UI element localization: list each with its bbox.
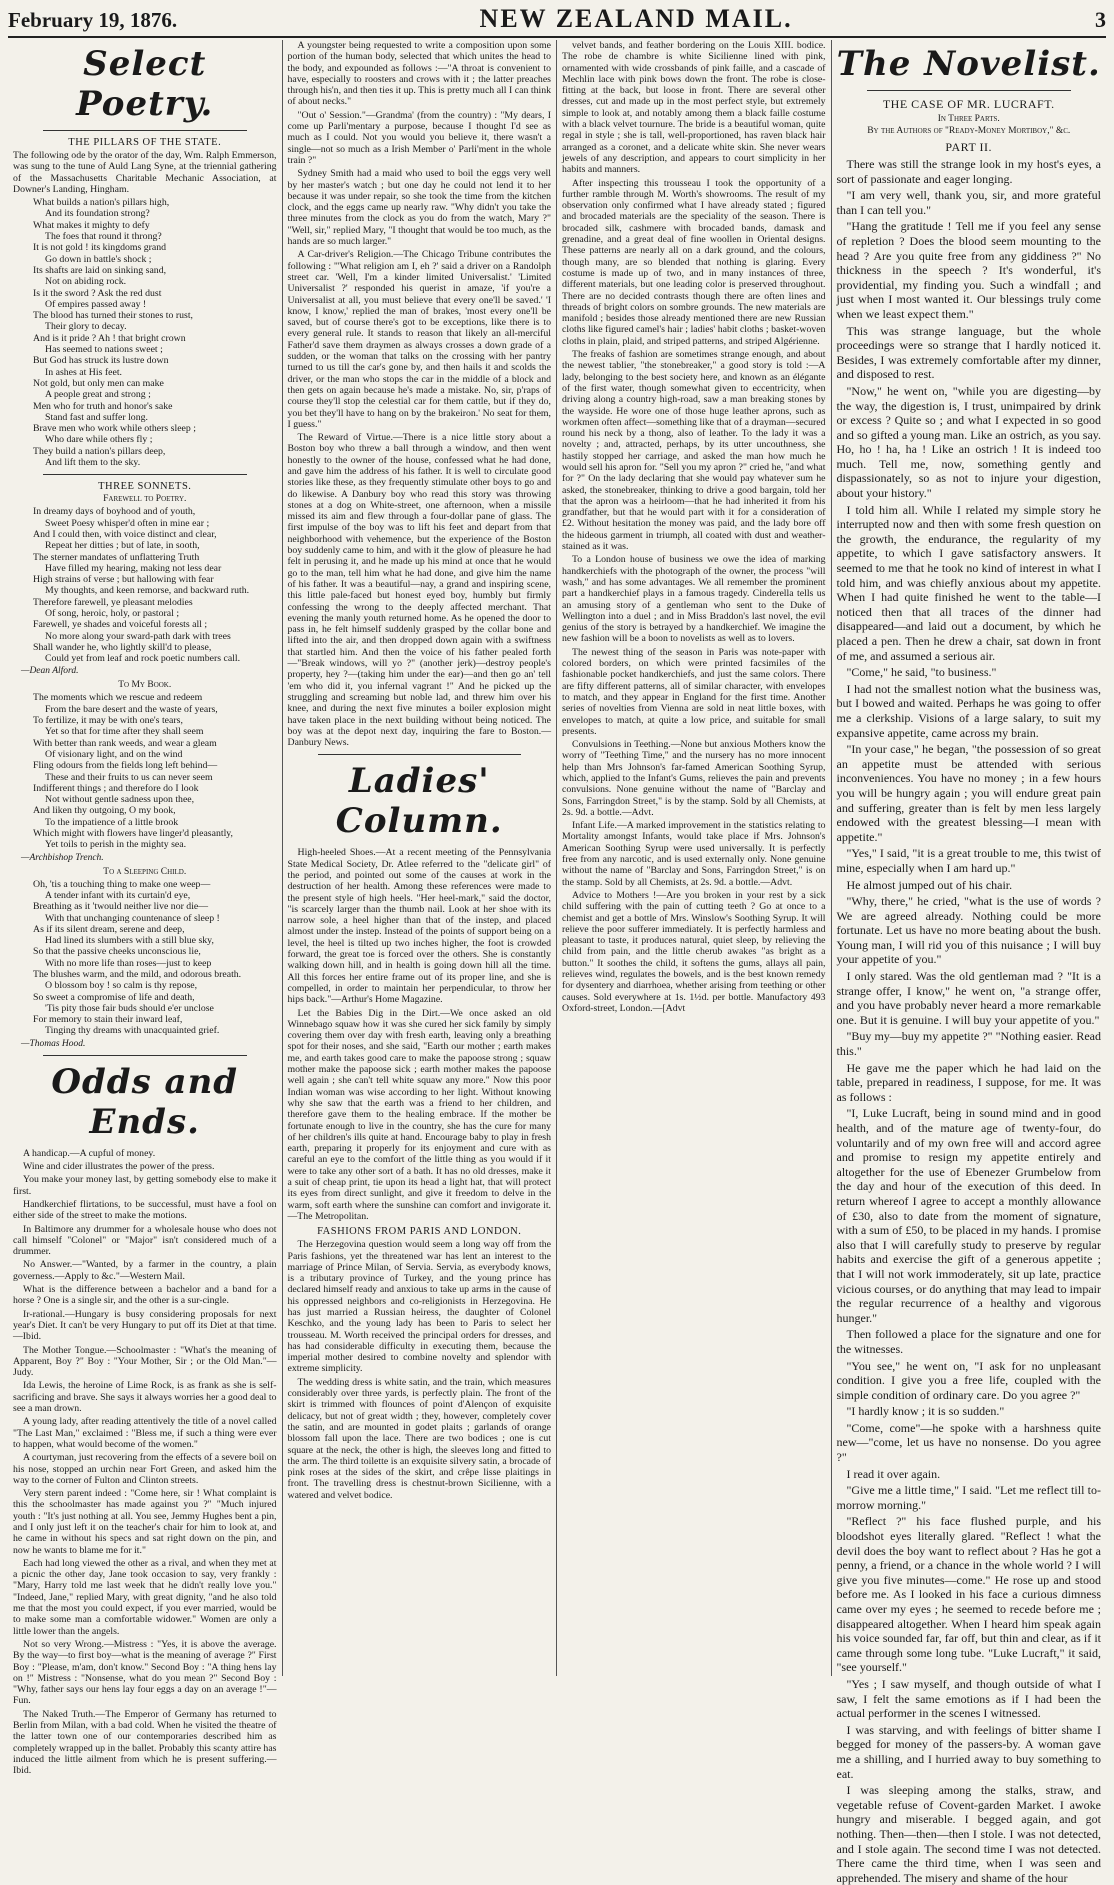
poem-line: Tinging thy dreams with unacquainted grief. [45,1025,220,1037]
poem-line: Stand fast and suffer long. [45,411,148,423]
poem-line: My thoughts, and keen remorse, and backward ruth. [45,585,250,597]
poem-line: Which might with flowers have linger'd pleasantly, [33,828,234,840]
paragraph: The Herzegovina question would seem a long way off from the Paris fashions, yet the threatened war has lent an interest to the marriage of Prince Milan, of Servia. Servia, as everybody knows, is a tributary province of Turkey, and the young prince has declared himself ready and anxious to take up arms in the cause of his oppressed neighbors and co-religionists in Herzegovina. He has just married a Russian heiress, the daughter of Colonel Keschko, and the young lady has been to Paris to select her trousseau. M. Worth received the principal orders for dresses, and has had considerable difficulty in executing them, because the imperial mother desired to combine novelty and splendor with extreme simplicity. [287,1239,551,1375]
poem-line: What makes it mighty to defy [33,219,150,231]
poem-line: And liken thy outgoing, O my book, [33,805,176,817]
poem-line: In ashes at His feet. [45,366,122,378]
poem-line: Go down in battle's shock ; [45,253,152,265]
paragraph: "Out o' Session."—Grandma' (from the country) : "My dears, I come up Parli'mentary a purpose, because I thought I'd see as much as I could. Not you would you believe it, there wasn't a single—not so much as a Irish Member o' Parli'ment in the whole train ?" [287,109,551,166]
poem-line: O blossom boy ! so calm is thy repose, [45,980,198,992]
story-parts: In Three Parts. [937,114,1000,124]
poem-line: Brave men who work while others sleep ; [33,423,196,435]
poem-line: Breathing as it 'twould neither live nor die— [33,901,209,913]
paragraph: "Come, come"—he spoke with a harshness quite new—"come, let us have no nonsense. Do you agree ?" [836,1420,1101,1465]
paragraph: The newest thing of the season in Paris was note-paper with colored borders, on which were printed facsimiles of the fashionable pocket handkerchiefs, and just the same colors. There are fifty different patterns, all of similar character, with envelopes to match, and they appear in England for the first time. Another series of novelties from Vienna are sold in neat little boxes, with envelopes to match, at quite a low price, and suitable for small presents. [562,646,826,737]
paragraph: "In your case," he began, "the possession of so great an appetite must be attended with serious inconveniences. You have no money ; in a few hours you will be hungry again ; you will endure great pain and suffering, greater than is felt by men less largely endowed with the greatest blessing—I mean with appetite." [836,742,1101,844]
poem-line: For memory to stain their inward leaf, [33,1014,183,1026]
section-title-odds-and-ends: Odds and Ends. [51,1061,239,1142]
paragraph: To a London house of business we owe the idea of marking handkerchiefs with the photograph of the owner, the process "will wash," and has some advantages. We all remember the prominent part a handkerchief plays in a famous tragedy. Cinderella tells us an amusing story of a gentleman who sent to the Duke of Wellington into a duel ; and in Miss Braddon's last novel, the evil genius of the story is betrayed by a handkerchief. We imagine the new fashion will be a boon to novelists as well as to lovers. [562,554,826,645]
paragraph: The freaks of fashion are sometimes strange enough, and about the newest tablier, "the stonebreaker," a good story is told :—A lady, belonging to the best society here, and known as an élégante of the first water, though somewhat given to eccentricity, when driving along a country high-road, saw a man breaking stones by the wayside. He wore one of those huge leather aprons, such as workmen often affect—something like that of a drayman—secured round his neck by a thong, also of leather. To the lady it was a novelty ; and, attracted, perhaps, by its utter uncouthness, she hastily stopped her carriage, and asked the man how much he would sell his apron for. "Sell you my apron ?" cried he, "and what for ?" On the lady declaring that she would pay whatever sum he asked, the stonebreaker, thinking to drive a good bargain, told her that the apron was a heirloom—that he had inherited it from his grandfather, but that he would part with it for a consideration of £2. Without hesitation the money was paid, and the lady bore off the hideous garment in triumph, all coated with dust and weather-stained as it was. [562,349,826,553]
paper-title: NEW ZEALAND MAIL. [479,4,793,33]
paragraph: "Now," he went on, "while you are digesting—by the way, the digestion is, I trust, unimpaired by drink or excess ? Quite so ; and what I expected in so good and so gifted a young man. Like an ostrich, as you say. Ho, ho ! ha, ha ! Like an ostrich ! It is indeed too much. Tell me, now, something gently and dispassionately, so as not to injure your digestion, about your history." [836,383,1101,501]
paragraph: A young lady, after reading attentively the title of a novel called "The Last Man," exclaimed : "Bless me, if such a thing were ever to happen, what would become of the women." [13,1416,277,1450]
paragraph: "Buy my—buy my appetite ?" "Nothing easier. Read this." [836,1029,1101,1059]
poem-line: So sweet a compromise of life and death, [33,991,195,1003]
poem-line: Had lined its slumbers with a still blue sky, [45,935,214,947]
section-title-ladies-column: Ladies' Column. [335,761,503,842]
paragraph: "Come," he said, "to business." [846,665,997,680]
story-part: PART II. [945,140,993,154]
poem-line: Shall wander he, who lightly skill'd to please, [33,641,212,653]
poem-intro: The following ode by the orator of the day, Wm. Ralph Emmerson, was sung to the tune of Auld Lang Syne, at the triennial gathering of the Massachusetts Charitable Mechanic Association, at Downer's Landing, Hingham. [13,150,277,195]
paragraph: "Reflect ?" his face flushed purple, and his bloodshot eyes literally glared. "Reflect ! what the devil does the boy want to reflect about ? Has he got a penny, a friend, or a chance in the whole world ? I will give you five minutes—come." He rose up and stood before me. As I looked in his face a curious dimness came over my eyes ; he seemed to recede before me ; disappeared altogether. When I heard him speak again his voice sounded far, far off, but thin and clear, as if it came through some long tube. "Luke Lucraft," it said, "see yourself." [836,1514,1101,1675]
sonnet-title: Farewell to Poetry. [103,494,187,505]
paragraph: "You see," he went on, "I ask for no unpleasant condition. I give you a free life, coupled with the simple condition of ordinary care. Do you agree ?" [836,1358,1101,1402]
paragraph: High-heeled Shoes.—At a recent meeting of the Pennsylvania State Medical Society, Dr. Atlee referred to the "delicate girl" of the period, and pointed out some of the causes at work in the destruction of her health. Among these references were made to the present style of high heels. "Her heel-mark," said the doctor, "is scarcely larger than the thumb nail. Look at her shoe with its narrow sole, a heel higher than that of the instep, and placed almost under the instep. Instead of the points of support being on a level, the heel is tilted up two inches higher, the foot is crowded forward, the great toe is forced over the others. She is constantly walking down hill, and in health is going down hill all the time. All this forces her entire frame out of its proper line, and she is compelled, in order to maintain her perpendicular, to throw her hips back."—Arthur's Home Magazine. [287,847,551,1006]
poem-line: Yet so that for time after they shall seem [45,726,204,738]
poem-line: The blushes warm, and the mild, and odorous breath. [33,969,242,980]
paragraph: I was starving, and with feelings of bitter shame I begged for money of the passers-by. A woman gave me a shilling, and I hurried away to buy something to eat. [836,1722,1101,1781]
paragraph: velvet bands, and feather bordering on the Louis XIII. bodice. The robe de chambre is white Sicilienne lined with pink, ornamented with wide crossbands of pink faille, and a cascade of Mechlin lace with pink bows down the front. The robe is close-fitting at the back, but loose in front. There are several other dresses, cut and made up in the most perfect style, but extremely simple to look at, and notably among them a black faille costume with a black velvet tournure. The bride is a beautiful woman, quite regal in style ; she is tall, well-proportioned, has raven black hair arranged as a coronet, and a delicate white skin. She never wears jewels of any description, and appears to court simplicity in her habits and manners. [562,40,826,176]
sonnet-attribution: —Dean Alford. [21,666,79,677]
ladies-items [288,847,552,1222]
poem-line: As if its silent dream, serene and deep, [33,923,185,935]
paragraph: I was sleeping among the stalks, straw, and vegetable refuse of Covent-garden Market. I awoke hungry and miserable. I begged again, and got nothing. Then—then—then I stole. I was not detected, and I stole again. The second time I was not detected. There came the third time, when I was seen and apprehended. The misery and shame of the hour [836,1783,1101,1885]
paragraph: "Yes," I said, "it is a great trouble to me, this twist of mine, especially when I am hard up." [836,846,1101,875]
poem-line: Not without gentle sadness upon thee, [45,794,195,806]
poem-line: Yet toils to perish in the mighty sea. [45,839,187,851]
poem-line: It is not gold ! its kingdoms grand [33,242,167,254]
poem-line: Could yet from leaf and rock poetic numbers call. [45,653,241,665]
paragraph: "I am very well, thank you, sir, and more grateful than I can tell you." [836,188,1101,217]
paragraph: Handkerchief flirtations, to be successful, must have a fool on either side of the street to make the motions. [13,1198,277,1222]
sonnet-title: To a Sleeping Child. [103,866,187,877]
poem-line: And is it pride ? Ah ! that bright crown [33,332,186,344]
sonnets-title: THREE SONNETS. [98,481,192,493]
paragraph: A youngster being requested to write a composition upon some portion of the human body, selected that which unites the head to the body, and expounded as follows :—"A throat is convenient to have, especially to roosters and crows with it ; the latter preaches through his'n, and then ties it up. This is pretty much all I can think of about necks." [287,40,551,108]
divider [867,90,1072,91]
poem-line: Men who for truth and honor's sake [33,400,173,412]
paragraph: Not so very Wrong.—Mistress : "Yes, it is above the average. By the way—to first boy—what is the meaning of average ?" First Boy : "Please, m'am, don't know." Second Boy : "A thing hens lay on !" Mistress : "Nonsense, what do you mean ?" Second Boy : "Why, father says our hens lay four eggs a day on an average !"—Fun. [13,1638,277,1707]
poem-line: Who dare while others fly ; [45,434,153,446]
poem-line: The sterner mandates of unflattering Truth [33,551,200,563]
poem-body [33,197,277,468]
paragraph: You make your money last, by getting somebody else to make it first. [13,1174,277,1197]
poem-line: In dreamy days of boyhood and of youth, [33,506,196,518]
column-4 [832,40,1107,1885]
column-2-items [288,40,552,748]
poem-line: Has seemed to nations sweet ; [45,344,163,356]
paragraph: What is the difference between a bachelor and a band for a horse ? One is a single sir, and the other is a sur-cingle. [13,1284,277,1307]
poem-line: And its foundation strong? [45,208,150,220]
poem-line: To the impatience of a little brook [45,816,179,828]
masthead [8,6,1106,38]
paragraph: There was still the strange look in my host's eyes, a sort of passionate and eager longing. [836,157,1101,186]
paragraph: A handicap.—A cupful of money. [23,1147,156,1159]
poem-line: A people great and strong ; [45,389,151,401]
poem-line: The moments which we rescue and redeem [33,692,203,704]
poem-line: To fertilize, it may be with one's tears, [33,715,183,727]
story-body [837,157,1102,1885]
poem-line: Not gold, but only men can make [33,377,164,389]
paragraph: A Car-driver's Religion.—The Chicago Tribune contributes the following : "'What religion am I, eh ?' said a driver on a Randolph street car. 'Well, I'm a kinder limited Universalist.' 'Limited Universalist ?' responded his querist in amaze, 'if you're a Universalist at all, you must believe that every one'll be saved.' 'I know, I know,' replied the man of brakes, 'most every one'll be saved, but of course there's got to be exceptions, like there is to every general rule. It stands to reason that likely an all-merciful Father'd save them draymen as always crosses a down grade of a sudden, or the woman that talks on the crossing with her pantry turned to us till the car's gone by, and then hails it and scolds the driver, or the man who stops the car in the middle of a block and then gets on again because he's made a mistake. No, sir, p'raps of course they'll stop the celestial car for them cattle, but if they do, you bet they'll have to hang on by the brakeiron.' No seat for them, I guess." [287,249,551,430]
sonnet-body [33,692,277,850]
fashion-items [288,1239,552,1501]
poem-line: The blood has turned their stones to rust, [33,310,193,322]
paragraph: No Answer.—"Wanted, by a farmer in the country, a plain governess.—Apply to &c."—Western Mail. [13,1259,277,1282]
paragraph: Each had long viewed the other as a rival, and when they met at a picnic the other day, Jane took occasion to say, very frankly : "Mary, Harry told me last week that he didn't really love you." "Indeed, Jane," replied Mary, with great dignity, "and he also told me that the most you could expect, if you ever married, would be to make some man a comfortable widower." Women are only a little lower than the angels. [13,1557,277,1637]
poem-line: With no more life than roses—just to keep [45,957,212,969]
poem-line: They build a nation's pillars deep, [33,445,166,457]
paragraph: Convulsions in Teething.—None but anxious Mothers know the worry of "Teething Time," and the nursery has no more innocent help than Mrs Johnson's far-famed American Soothing Syrup, which, applied to the Infant's Gums, relieves the pain and prevents convulsions. None genuine without the name of "Barclay and Sons, Farringdon Street," is by the stamp. Sold by all Chemists, at 2s. 9d. a bottle.—Advt. [562,739,826,818]
poem-line: Of song, heroic, holy, or pastoral ; [45,607,180,619]
poem-line: 'Tis pity those fair buds should e'er unclose [45,1002,214,1014]
poem-line: No more along your sward-path dark with trees [45,630,231,642]
story-byline: By the Authors of "Ready-Money Mortiboy," &c. [867,126,1071,136]
poem-line: With better than rank weeds, and wear a gleam [33,737,217,749]
paragraph: This was strange language, but the whole proceedings were so strange that I hardly noticed it. Besides, I was extremely comfortable after my dinner, and disposed to rest. [836,323,1101,382]
paragraph: "I hardly know ; it is so sudden." [846,1404,1005,1419]
paragraph: Advice to Mothers !—Are you broken in your rest by a sick child suffering with the pain of cutting teeth ? Go at once to a chemist and get a bottle of Mrs. Winslow's Soothing Syrup. It will relieve the poor sufferer immediately. It is perfectly harmless and pleasant to taste, it produces natural, quiet sleep, by relieving the child from pain, and the little cherub awakes "as bright as a button." It soothes the child, it softens the gums, allays all pain, relieves wind, regulates the bowels, and is the best known remedy for dysentery and diarrhoea, whether arising from teething or other causes. Sold everywhere at 1s. 1½d. per bottle. Manufactory 493 Oxford-street, London.—[Advt [562,889,826,1014]
paragraph: Very stern parent indeed : "Come here, sir ! What complaint is this the schoolmaster has made against you ?" "Much injured youth : "It's just nothing at all. You see, Jemmy Hughes bent a pin, and I only just left it on the teacher's chair for him to look at, and he came in without his specs and sat right down on the pin, and now he wants to blame me for it." [13,1488,277,1556]
page-number: 3 [1095,7,1106,32]
section-title-the-novelist: The Novelist. [836,44,1101,84]
paragraph: Let the Babies Dig in the Dirt.—We once asked an old Winnebago squaw how it was she cured her sick family by simply covering them over day with fresh earth, leaving only a breathing spot for their noses, and she said, "Earth our mother ; earth makes me, and earth takes good care to make the papoose strong ; squaw mother make the papoose sick ; earth mother makes the papoose well again ; she can't tell white squaw any more." Now this poor Indian woman was wise according to her light. Without knowing why she saw that the earth was a friend to her children, and therefore gave them to the healing embrace. If the mother be fortunate enough to live in the country, she has the cure for many of her children's ills quite at hand. Encourage baby to play in fresh earth, preparing it properly for its enjoyment and cure with as careful an eye to the comfort of the little thing as you would if it were to take any other sort of a bath. It has no old dresses, make it a suit of cheap print, tie upon its head a light hat, that will protect its eyes from direct sunlight, and give it freedom to delve in the warm, soft earth where the sunshine can comfort and invigorate it.—The Metropolitan. [287,1007,551,1222]
issue-date: February 19, 1876. [8,8,178,32]
divider [318,754,522,755]
paragraph: "Hang the gratitude ! Tell me if you feel any sense of repletion ? Does the blood seem mounting to the head ? Are you quite free from any giddiness ?" No thickness in the speech ? It's wonderful, it's providential, my finding you. Such a windfall ; and just when I most wanted it. Our blessings truly come when we least expect them." [836,219,1101,321]
poem-line: Of visionary light, and on the wind [45,748,183,760]
poem-title: THE PILLARS OF THE STATE. [68,137,222,148]
poem-line: What builds a nation's pillars high, [33,197,170,209]
paragraph: Ida Lewis, the heroine of Lime Rock, is as frank as she is self-sacrificing and brave. She says it always worries her a good deal to see a man drown. [13,1380,277,1415]
section-title-select-poetry: Select Poetry. [76,44,214,124]
odds-list [13,1148,277,1777]
paragraph: "Why, there," he cried, "what is the use of words ? We are agreed already. Nothing could be more fortunate. Let us have no more beating about the bush. Young man, I will rid you of this nuisance ; I will buy your appetite of you." [836,894,1101,967]
paragraph: Sydney Smith had a maid who used to boil the eggs very well by her master's watch ; but one day he could not lend it to her because it was under repair, so she took the time from the kitchen clock, and the eggs came up nearly raw. "Why didn't you take the three minutes from the clock as you do from the watch, Mary ?" "Well, sir," replied Mary, "I thought that would be too much, as the hands are so much larger." [287,168,551,248]
poem-line: Repeat her ditties ; but of late, in sooth, [45,540,200,552]
poem-line: The foes that round it throng? [45,231,162,243]
poem-line: Farewell, ye shades and voiceful forests all ; [33,619,208,631]
paragraph: Wine and cider illustrates the power of the press. [23,1161,215,1173]
paragraph: Then followed a place for the signature and one for the witnesses. [836,1327,1101,1356]
poem-line: High strains of verse ; but hallowing with fear [33,574,214,586]
columns [8,40,1106,1885]
poem-line: Have filled my hearing, making not less dear [45,562,222,574]
column-3-items [562,40,826,1014]
poem-line: Fling odours from the fields long left behind— [33,760,218,772]
poem-line: From the bare desert and the waste of years, [45,703,218,715]
poem-line: Oh, 'tis a touching thing to make one weep— [33,878,211,890]
sonnet-attribution: —Thomas Hood. [21,1038,86,1049]
poem-line: Therefore farewell, ye pleasant melodies [33,596,193,608]
sonnet-attribution: —Archbishop Trench. [21,852,104,863]
paragraph: I only stared. Was the old gentleman mad ? "It is a strange offer, I know," he went on, "a strange offer, and you have probably never heard a more remarkable one. But it is genuine. I will buy your appetite of you." [836,969,1101,1027]
poem-line: Not on abiding rock. [45,276,127,288]
poem-line: But God has struck its lustre down [33,355,169,367]
paragraph: "I, Luke Lucraft, being in sound mind and in good health, and of the mature age of twenty-four, do voluntarily and of my own free will and accord agree and promise to resign my appetite entirely and altogether for the use of Ebenezer Grumbelow from the day and hour of the execution of this deed. In return whereof I agree to accept a monthly allowance of £30, also to date from the moment of signature, with a sum of £50, to be placed in my hands. I promise also that I will carefully study to preserve by regular habits and exercise the gift of a generous appetite ; that I will not work immoderately, sit up late, practice vicious courses, or do anything that may lead to impair the regular recurrence of a healthy and vigorous hunger." [836,1106,1101,1325]
poem-line: These and their fruits to us can never seem [45,771,213,783]
paragraph: A courtyman, just recovering from the effects of a severe boil on his nose, stopped an urchin near Fort Green, and asked him the way to the corner of Fulton and Clinton streets. [13,1452,277,1486]
paragraph: The Mother Tongue.—Schoolmaster : "What's the meaning of Apparent, Boy ?" Boy : "Your Mother, Sir ; or the Old Man."—Judy. [13,1344,277,1379]
poem-line: And lift them to the sky. [45,457,141,469]
sonnet-title: To My Book. [118,680,172,691]
poem-line: Sweet Poesy whisper'd often in mine ear ; [45,517,210,529]
poem-line: Of empires passed away ! [45,298,147,310]
divider [43,1055,247,1056]
paragraph: The Naked Truth.—The Emperor of Germany has returned to Berlin from Milan, with a bad cold. When he visited the theatre of the latter town one of our contemporaries described him as completely wrapped up in the ballet. Probably this scanty attire has induced the little ailment from which he is present suffering.—Ibid. [13,1708,277,1777]
paragraph: The Reward of Virtue.—There is a nice little story about a Boston boy who threw a ball through a window, and then went honestly to the owner of the house, confessed what he had done, and gave him the address of his father. It is well to circulate good stories like these, as they frequently stimulate other boys to go and do likewise. A Danbury boy who read this story was throwing stones at a dog on White-street, one afternoon, when a missile missed its aim and flew through a four-dollar pane of glass. The first impulse of the boy was to lift his feet and depart from that neighborhood with vehemence, but the experience of the Boston boy suddenly came to him, and with it the glow of pleasure he had felt in perusing it, and he made up his mind at once that he would go to the man, tell him what he had done, and give him the name of his father. It was a beautiful—nay, a grand and inspiring scene, this little pale-faced but honest eyed boy, humbly but firmly confessing the wrong to the deeply affected merchant. That evening the manly youth returned home. As he opened the door to pass in, he felt himself suddenly grasped by the collar bone and lifted into the air, and then dropped down again with a swiftness that startled him. And then the voice of his father pealed forth—"Break windows, will yo ?" (another jerk)—destroy people's property, hey ?—(taking him under the ear)—and then go an' tell 'em who did it, you infernal vagrant !" And he picked up the struggling and screaming but noble lad, and threw him over his knee, and during the next five minutes a boiler explosion might have taken place in the next building without being noticed. The boy was at the depot next day, inquiring the fare to Boston.—Danbury News. [287,432,551,749]
column-2 [283,40,558,1676]
fashion-title: FASHIONS FROM PARIS AND LONDON. [317,1226,522,1238]
poem-line: Indifferent things ; and therefore do I look [33,782,199,794]
divider [43,474,247,475]
paragraph: After inspecting this trousseau I took the opportunity of a further ramble through M. Worth's showrooms. The result of my observation only confirmed what I have already stated ; figured and brocaded materials are the speciality of the season. There is brocaded silk, cashmere with brocaded bands, damask and grenadine, and a great deal of fine woollen in Oriental designs. These patterns are nearly all on a dark ground, and the colours, though many, are so blended that nothing is glaring. Every costume is made up of two, and in many instances of three, different materials, but one leading color is preserved throughout. There are no decided contrasts though there are often lines and threads of bright colors on sombre grounds. The new materials are manifold ; besides those already mentioned there are new Russian cloths like figured camel's hair ; ladies' habit cloths ; basket-woven cloths in plain, plaid, and striped patterns, and striped Algérienne. [562,177,826,347]
paragraph: I read it over again. [846,1466,941,1481]
poem-line: Is it the sword ? Ask the red dust [33,287,162,299]
poem-line: With that unchanging countenance of sleep ! [45,912,220,924]
sonnet-body [33,506,277,664]
sonnet-body [33,879,277,1037]
column-1 [8,40,283,1777]
story-title: THE CASE OF MR. LUCRAFT. [882,97,1055,111]
poem-line: So that the passive cheeks unconscious lie, [33,946,201,958]
poem-line: And I could then, with voice distinct and clear, [33,528,217,540]
paragraph: The wedding dress is white satin, and the train, which measures considerably over three yards, is perfectly plain. The front of the skirt is trimmed with flounces of point d'Alençon of exquisite delicacy, but not of great width ; they, however, completely cover the satin, and are mounted in godet plaits ; garlands of orange blossom fall upon the lace. There are two bodices ; one is cut square at the neck, the other is high, the sleeves long and fitted to the arm. The third toilette is an exquisite silvery satin, a brocade of pink roses at the sides of the skirt, and crêpe lisse plaitings in front. The travelling dress is chestnut-brown Sicilienne, with a watered and velvet bodice. [287,1376,551,1501]
paragraph: In Baltimore any drummer for a wholesale house who does not call himself "Colonel" or "Major" isn't considered much of a drummer. [13,1223,277,1258]
paragraph: I told him all. While I related my simple story he interrupted now and then with some fresh question on the growth, the endurance, the regularity of my appetite, to which I gave satisfactory answers. It seemed to me that he took no kind of interest in what I told him, and was chiefly anxious about my appetite. When I had quite finished he went to the table—I noticed then that all traces of the dinner had disappeared—and laid out a document, by which he placed a pen. Then he drew a chair, sat down in front of me, and assumed a serious air. [836,502,1101,663]
paragraph: He almost jumped out of his chair. [846,877,1013,892]
paragraph: I had not the smallest notion what the business was, but I bowed and waited. Perhaps he was going to offer me a clerkship. Visions of a large salary, to suit my expansive appetite, came across my brain. [836,681,1101,740]
paragraph: He gave me the paper which he had laid on the table, prepared in readiness, I suppose, for me. It was as follows : [836,1060,1101,1104]
poem-line: A tender infant with its curtain'd eye, [45,889,191,901]
poem-line: Its shafts are laid on sinking sand, [33,264,167,276]
paragraph: "Yes ; I saw myself, and though outside of what I saw, I felt the same emotions as if I had been the actual performer in the scenes I witnessed. [836,1676,1101,1721]
poem-line: Their glory to decay. [45,321,127,333]
paragraph: Ir-rational.—Hungary is busy considering proposals for next year's Diet. It can't be very Hungary to put off its Diet at that time.—Ibid. [13,1308,277,1343]
column-3 [557,40,832,1676]
paragraph: Infant Life.—A marked improvement in the statistics relating to Mortality amongst Infants, would take place if Mrs. Johnson's American Soothing Syrup were used universally. It is perfectly free from any narcotic, and is used externally only. None genuine without the name of "Barclay and Sons, Farringdon Street," is on the stamp. Sold by all Chemists, at 2s. 9d. a bottle.—Advt. [562,820,826,888]
paragraph: "Give me a little time," I said. "Let me reflect till to-morrow morning." [836,1483,1101,1512]
divider [43,130,247,131]
